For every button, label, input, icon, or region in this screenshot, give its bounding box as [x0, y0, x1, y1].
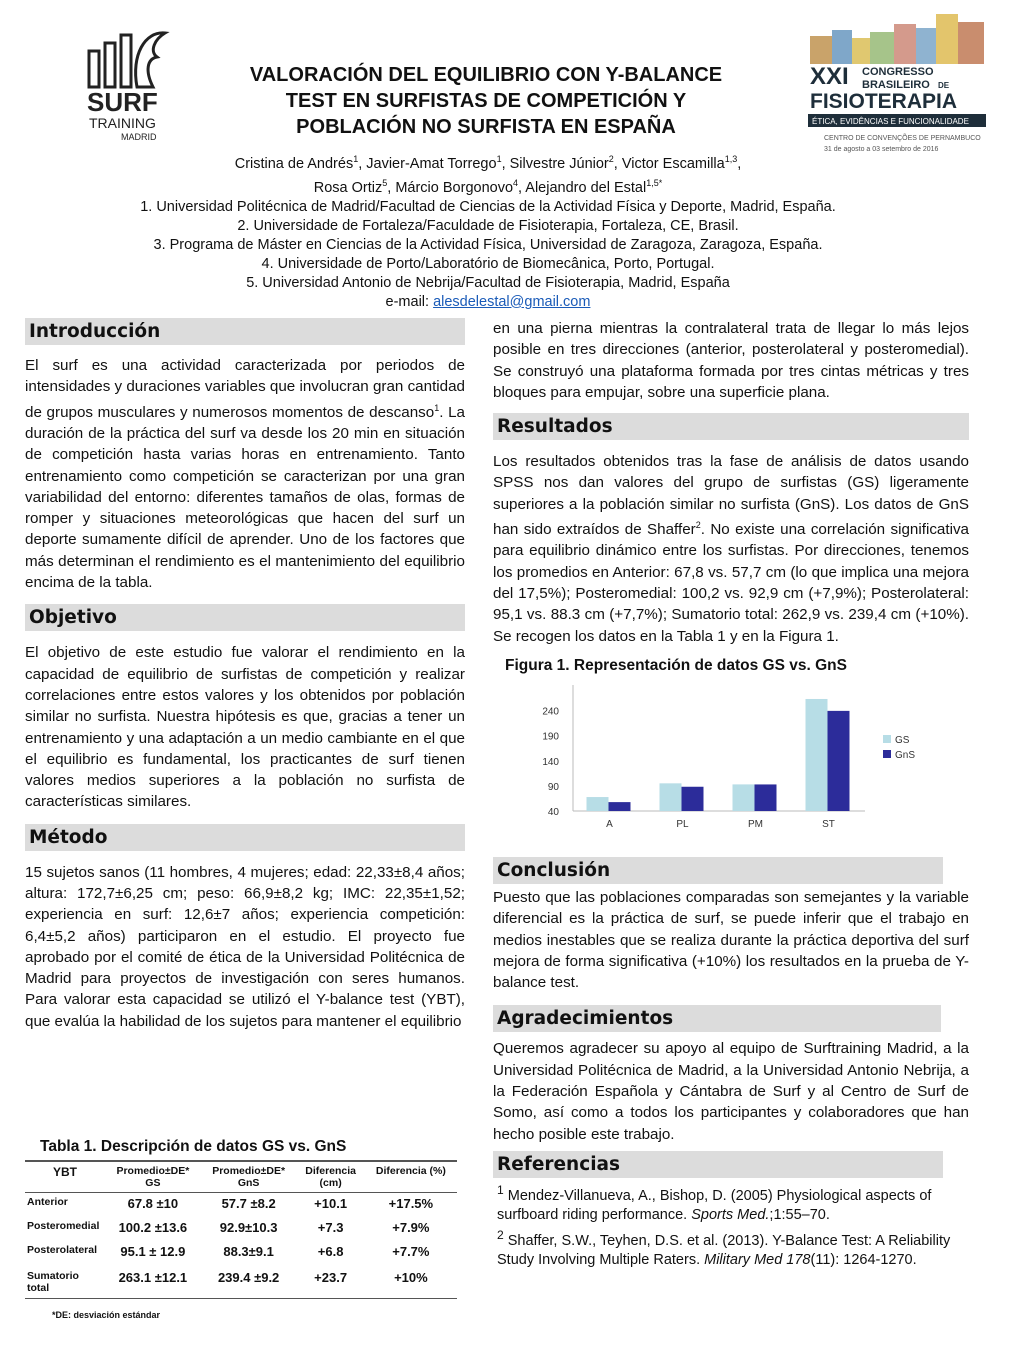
col-gns-line1: Promedio±DE* [212, 1165, 286, 1177]
col-gs-line1: Promedio±DE* [116, 1165, 190, 1177]
intro-text: El surf es una actividad caracterizada por periodos de intensidades y duraciones variables que involucran gran cantidad de grupos musculares y numerosos momentos de descanso [25, 357, 465, 421]
cell-gs: 100.2 ±13.6 [118, 1219, 188, 1235]
col-diff-line1: Diferencia [305, 1165, 357, 1177]
congress-line1: CONGRESSO [862, 66, 934, 78]
legend-swatch-gns [883, 750, 891, 758]
row-label: Anterior [27, 1196, 68, 1208]
bar-gns-st [828, 711, 850, 811]
author-name: , Silvestre Júnior [501, 155, 609, 172]
ref-journal: Military Med 178 [704, 1252, 811, 1269]
table-header-row [25, 1161, 457, 1193]
congress-dates: 31 de agosto a 03 setembro de 2016 [824, 146, 939, 153]
bar-gns-pl [682, 787, 704, 811]
congress-line3: FISIOTERAPIA [810, 90, 958, 113]
bar-gns-a [609, 802, 631, 811]
conclusion-paragraph: Puesto que las poblaciones comparadas son semejantes y la variable diferencial es la práctica de surf, se puede inferir que el trabajo en medios inestables que se realiza durante la práctica deportiva del surf mejora de forma significativa (+10%) los resultados en la prueba de Y-balance test. [493, 888, 969, 992]
congress-buildings-icon [808, 8, 986, 156]
table-note: *DE: desviación estándar [52, 1310, 161, 1320]
x-tick-label: PM [748, 818, 763, 830]
y-tick-label: 140 [542, 756, 559, 768]
author-sup: 1,5* [646, 177, 663, 188]
poster-title [200, 62, 772, 140]
section-heading-conclusion: Conclusión [493, 857, 943, 884]
y-tick-label: 240 [542, 706, 559, 718]
agradecimientos-paragraph: Queremos agradecer su apoyo al equipo de Surftraining Madrid, a la Universidad Politécnica de Madrid, a la Universidad Antonio Nebrija, a la Federación Española y Cántabra de Surf y al Centro de Surf de Somo, así como a todos los participantes y colaboradores que han hecho posible este trabajo. [493, 1040, 969, 1143]
row-label: Posteromedial [27, 1219, 100, 1232]
cell-gs: 95.1 ± 12.9 [120, 1243, 186, 1259]
bar-gs-a [587, 797, 609, 811]
col-ybt: YBT [53, 1165, 77, 1179]
author-name: , Alejandro del Estal [518, 179, 647, 196]
logo-word-training: TRAINING [89, 115, 156, 131]
ref-text: (11): 1264-1270. [810, 1252, 917, 1269]
cell-gs: 67.8 ±10 [127, 1196, 179, 1211]
bar-gs-pm [733, 784, 755, 811]
cell-diff: +7.3 [317, 1219, 344, 1235]
x-tick-label: PL [676, 818, 689, 830]
affiliation: 3. Programa de Máster en Ciencias de la Actividad Física, Universidad de Zaragoza, Zaragoza, España. [153, 236, 823, 253]
right-column [493, 318, 969, 1271]
email-label: e-mail: [385, 293, 434, 310]
col-gs [105, 1161, 201, 1193]
surf-training-logo [85, 25, 175, 143]
y-tick-label: 90 [547, 781, 559, 793]
congress-roman: XXI [810, 63, 849, 90]
intro-ref-sup: 1 [434, 402, 440, 413]
affiliation: 5. Universidad Antonio de Nebrija/Facultad de Fisioterapia, Madrid, España [246, 274, 730, 291]
reference-1 [493, 1181, 969, 1226]
resultados-ref-sup: 2 [695, 520, 701, 531]
metodo-paragraph: 15 sujetos sanos (11 hombres, 4 mujeres; edad: 22,33±8,4 años; altura: 172,7±6,25 cm; peso: 66,9±8,2 kg; IMC: 22,35±1,52; experiencia en surf: 12,6±7 años; experiencia competición: 6,4±5,2 años) participaron en el estudio. El proyecto fue aprobado por el comité de ética de la Universidad Politécnica de Madrid para proyectos de investigación con seres humanos. Para valorar esta capacidad se utilizó el Y-balance test (YBT), que evalúa la habilidad de los sujetos para mantener el equilibrio [25, 863, 465, 1030]
y-tick-label: 40 [547, 806, 559, 818]
section-heading-referencias: Referencias [493, 1151, 943, 1178]
ref-text: ;1:55–70. [769, 1207, 830, 1224]
author-sup: 1 [353, 154, 359, 164]
affiliation: 1. Universidad Politécnica de Madrid/Facultad de Ciencias de la Actividad Física y Deporte, Madrid, España. [140, 198, 836, 215]
results-table [25, 1160, 457, 1299]
resultados-paragraph [493, 451, 969, 647]
table-title: Tabla 1. Descripción de datos GS vs. GnS [40, 1138, 347, 1155]
authors-line [60, 150, 916, 174]
authors-line [60, 174, 916, 198]
author-name: , Márcio Borgonovo [387, 179, 514, 196]
congress-banner: ÉTICA, EVIDÊNCIAS E FUNCIONALIDADE [812, 117, 969, 126]
cell-gns: 57.7 ±8.2 [221, 1196, 276, 1211]
cell-gns: 239.4 ±9.2 [217, 1269, 280, 1285]
resultados-text: . No existe una correlación significativa para equilibrio dinámico entre los surfistas. Por direcciones, tenemos los promedios en Anterior: 67,8 vs. 57,7 cm (lo que implica una mejora del 17,5%); Posteromedial: 100,2 vs. 92,9 cm (+7,9%); Posterolateral: 95,1 vs. 88.3 cm (+7,7%); Sumatorio total: 262,9 vs. 239,4 cm (+10%). Se recogen los datos en la Tabla 1 y en la Figura 1. [493, 521, 969, 645]
metodo-continuation: en una pierna mientras la contralateral trata de llegar lo más lejos posible en tres direcciones (anterior, posterolateral y posteromedial). Se construyó una plataforma formada por tres cintas métricas y tres bloques para empujar, sobre una superficie plana. [493, 320, 969, 401]
email-link[interactable]: alesdelestal@gmail.com [433, 293, 591, 310]
resultados-text: Los resultados obtenidos tras la fase de análisis de datos usando SPSS nos dan valores del grupo de surfistas (GS) ligeramente superiores a la población similar no surfista (GnS). Los datos de GnS han sido extraídos de Shaffer [493, 453, 969, 539]
cell-pct: +17.5% [388, 1196, 434, 1211]
row-label: Sumatorio total [27, 1269, 79, 1294]
bar-gs-pl [660, 783, 682, 811]
author-sep: , [737, 155, 742, 172]
author-sup: 5 [382, 177, 388, 188]
row-label: Posterolateral [27, 1243, 98, 1256]
building-facades [810, 14, 984, 64]
logo-word-madrid: MADRID [121, 132, 157, 142]
legend-label-gs: GS [895, 734, 910, 746]
table-row [25, 1241, 457, 1267]
objetivo-paragraph: El objetivo de este estudio fue valorar el rendimiento en la capacidad de equilibrio de surfistas de competición y realizar correlaciones entre estos valores y los obtenidos por población similar no surfista. Nuestra hipótesis es que, gracias a tener un entrenamiento y una adaptación a un medio cambiante en el que el equilibrio es fundamental, los practicantes de surf tienen valores medios superiores a la población no surfista de características similares. [25, 644, 465, 811]
affiliation: 2. Universidade de Fortaleza/Faculdade de Fisioterapia, Fortaleza, CE, Brasil. [237, 217, 739, 234]
col-pct: Diferencia (%) [375, 1165, 446, 1177]
reference-2 [493, 1226, 969, 1271]
col-gns-line2: GnS [237, 1177, 260, 1189]
col-gs-line2: GS [145, 1177, 161, 1189]
section-heading-agradecimientos: Agradecimientos [493, 1005, 941, 1032]
author-sup: 4 [513, 177, 519, 188]
author-sup: 1 [496, 154, 502, 164]
author-sup: 1,3 [724, 154, 738, 164]
congress-logo [808, 8, 986, 156]
table-row [25, 1267, 457, 1299]
ref-text: Mendez-Villanueva, A., Bishop, D. (2005) Physiological aspects of surfboard riding performance. [497, 1187, 932, 1224]
section-heading-resultados: Resultados [493, 413, 969, 440]
x-tick-label: A [606, 818, 613, 830]
section-heading-metodo: Método [25, 824, 465, 851]
author-name: Rosa Ortiz [313, 179, 383, 196]
bar-gns-pm [755, 784, 777, 811]
ref-num: 2 [497, 1227, 504, 1242]
cell-pct: +7.7% [392, 1243, 430, 1259]
authors-block [60, 150, 916, 312]
congress-line2: BRASILEIRO [862, 79, 930, 91]
wave-bars-icon [85, 25, 175, 143]
y-tick-label: 190 [542, 731, 559, 743]
intro-paragraph [25, 355, 465, 593]
affiliation: 4. Universidade de Porto/Laboratório de Biomecânica, Porto, Portugal. [261, 255, 715, 272]
legend-swatch-gs [883, 735, 891, 743]
cell-diff: +10.1 [314, 1196, 348, 1211]
col-diff [297, 1161, 365, 1193]
col-gns [201, 1161, 297, 1193]
cell-pct: +10% [394, 1269, 428, 1285]
cell-gns: 92.9±10.3 [219, 1219, 278, 1235]
author-name: , Victor Escamilla [613, 155, 725, 172]
table-row [25, 1193, 457, 1217]
logo-word-surf: SURF [87, 87, 158, 117]
ref-num: 1 [497, 1182, 504, 1197]
cell-gs: 263.1 ±12.1 [118, 1269, 188, 1285]
cell-diff: +23.7 [314, 1269, 348, 1285]
col-diff-line2: (cm) [319, 1177, 342, 1189]
congress-venue: CENTRO DE CONVENÇÕES DE PERNAMBUCO [824, 135, 981, 142]
x-tick-label: ST [822, 818, 835, 830]
title-line: TEST EN SURFISTAS DE COMPETICIÓN Y [285, 90, 687, 112]
cell-pct: +7.9% [392, 1219, 430, 1235]
bar-chart [493, 681, 969, 849]
bar-gs-st [806, 699, 828, 811]
title-line: POBLACIÓN NO SURFISTA EN ESPAÑA [296, 116, 676, 138]
table-row [25, 1217, 457, 1241]
author-sup: 2 [608, 154, 614, 164]
ref-text: Shaffer, S.W., Teyhen, D.S. et al. (2013). Y-Balance Test: A Reliability Study Involving Multiple Raters. [497, 1232, 951, 1269]
title-line: VALORACIÓN DEL EQUILIBRIO CON Y-BALANCE [249, 64, 723, 86]
section-heading-objetivo: Objetivo [25, 604, 465, 631]
cell-gns: 88.3±9.1 [223, 1243, 274, 1259]
figure-title: Figura 1. Representación de datos GS vs. GnS [505, 656, 847, 674]
section-heading-introduccion: Introducción [25, 318, 465, 345]
author-name: , Javier-Amat Torrego [358, 155, 497, 172]
cell-diff: +6.8 [317, 1243, 344, 1259]
legend-label-gns: GnS [895, 749, 916, 761]
congress-line2b: DE [938, 81, 950, 90]
intro-text: . La duración de la práctica del surf va desde los 20 min en situación de competición hasta varias horas en entrenamiento. Tanto entrenamiento como competición se caracterizan por una gran variabilidad del entorno: diferentes tamaños de olas, formas de romper y situaciones meteorológicas que hacen del surf un deporte sumamente difícil de aprender. Uno de los factores que más determinan el rendimiento es el mantenimiento del equilibrio encima de la tabla. [25, 403, 465, 592]
author-name: Cristina de Andrés [234, 155, 354, 172]
left-column [25, 318, 465, 1032]
ref-journal: Sports Med. [691, 1207, 770, 1224]
email-line [60, 293, 916, 312]
